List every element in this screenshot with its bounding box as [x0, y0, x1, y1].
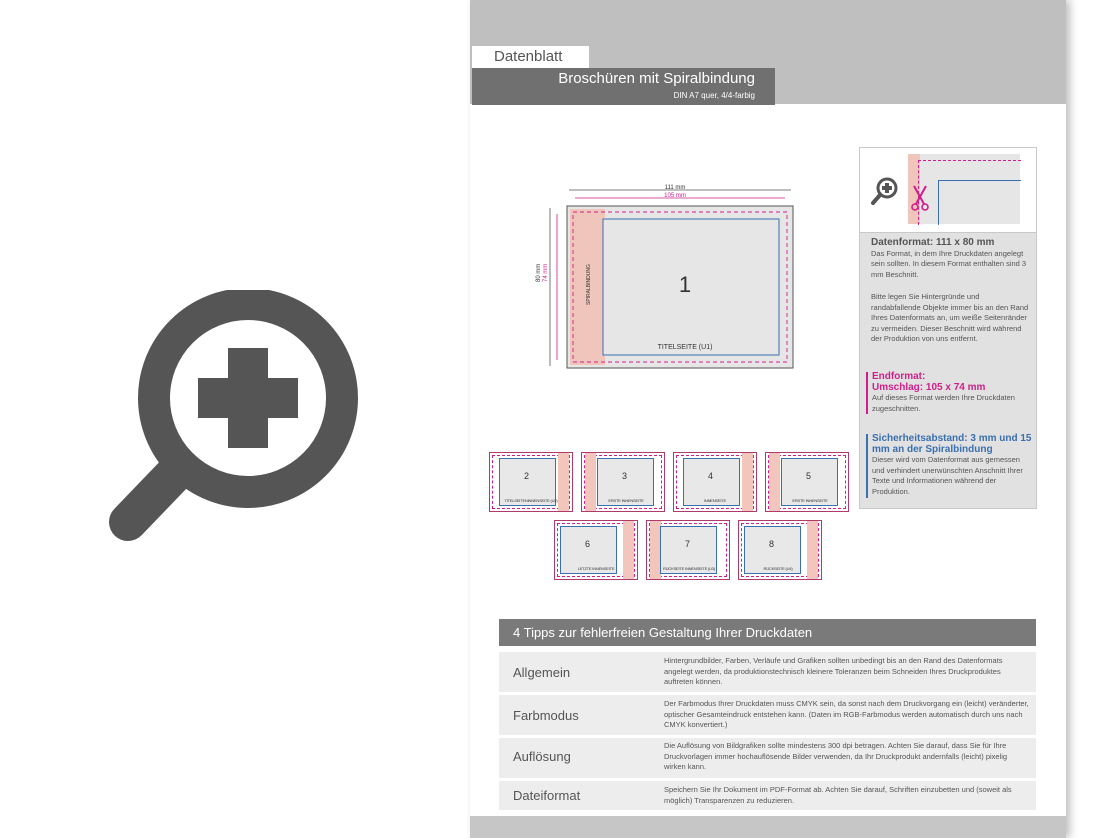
datasheet-tab: Datenblatt [472, 46, 589, 68]
thumbnail-page-8: 8 RÜCKSEITE (U4) [738, 520, 822, 580]
thumbnail-page-7: 7 RÜCKSEITE INNENSEITE (U3) [646, 520, 730, 580]
thumbnail-page-5: 5 ERSTE INNENSEITE [765, 452, 849, 512]
tip-text: Der Farbmodus Ihrer Druckdaten muss CMYK sein, da sonst nach dem Druckvorgang ein (leicht) veränderter, optischer Gesamteindruck entstehen kann. (Daten im RGB-Farbmodus werden automatisch durch uns nach CMYK konvertiert.) [664, 699, 1029, 729]
endformat-title-2: Umschlag: 105 x 74 mm [872, 381, 986, 393]
datenformat-title: Datenformat: 111 x 80 mm [871, 237, 995, 248]
endformat-title-1: Endformat: [872, 371, 926, 382]
tip-label: Auflösung [513, 749, 571, 764]
tip-label: Farbmodus [513, 708, 579, 723]
tip-text: Die Auflösung von Bildgrafiken sollte mindestens 300 dpi betragen. Achten Sie darauf, dass Sie für Ihre Druckvorlagen immer hochauflösende Bilder verwenden, da Ihr Druckprodukt andernfalls (leicht) pixelig wirken kann. [664, 741, 1008, 771]
width-inner-label: 105 mm [664, 193, 686, 199]
title-bar [472, 68, 775, 105]
corner-detail [908, 154, 1020, 224]
info-box [859, 147, 1037, 509]
datenformat-text-2: Bitte legen Sie Hintergründe und randabfallende Objekte immer bis an den Rand Ihres Datenformats an, um weiße Seitenränder zu vermeiden. Dieser Beschnitt wird während der Produktion von uns entfernt. [871, 292, 1029, 344]
info-detail-view [860, 148, 1036, 233]
tip-row [499, 652, 1036, 692]
tip-text: Speichern Sie Ihr Dokument im PDF-Format ab. Achten Sie darauf, Schriften einzubetten und (soweit als möglich) Transparenzen zu reduzieren. [664, 785, 1012, 805]
tip-label: Dateiformat [513, 788, 581, 803]
tip-row [499, 695, 1036, 735]
spine-label: SPIRALBINDUNG [586, 264, 592, 305]
thumbnail-page-6: 6 LETZTE INNENSEITE [554, 520, 638, 580]
sicherheit-section [866, 434, 1032, 498]
endformat-text: Auf dieses Format werden Ihre Druckdaten zugeschnitten. [872, 393, 1015, 413]
endformat-section [866, 372, 1032, 414]
thumbnail-page-3: 3 ERSTE INNENSEITE [581, 452, 665, 512]
scissors-icon [910, 184, 930, 212]
datenformat-text: Das Format, in dem Ihre Druckdaten angelegt sein sollten. In diesem Format enthalten sind 3 mm Beschnitt. [871, 248, 1027, 279]
tip-row [499, 781, 1036, 810]
zoom-in-icon[interactable] [100, 290, 360, 550]
thumbnail-page-4: 4 INNENSEITE [673, 452, 757, 512]
tip-text: Hintergrundbilder, Farben, Verläufe und Grafiken sollten unbedingt bis an den Rand des Datenformats angelegt werden, da produktionstechnisch kleinere Toleranzen beim Schneiden Ihres Druckproduktes auftreten können. [664, 656, 1003, 686]
thumbnail-page-2: 2 TITELSEITENINNENSEITE (U2) [489, 452, 573, 512]
footer-band [470, 816, 1066, 838]
sicherheit-text: Dieser wird vom Datenformat aus gemessen und verhindert unerwünschten Anschnitt Ihrer Texte und Informationen während der Produktion. [872, 455, 1023, 496]
height-outer-label: 80 mm [536, 263, 542, 282]
tip-label: Allgemein [513, 665, 571, 680]
tips-heading: 4 Tipps zur fehlerfreien Gestaltung Ihrer Druckdaten [499, 619, 1036, 646]
datenformat-section [871, 238, 1031, 280]
sicherheit-title: Sicherheitsabstand: 3 mm und 15 mm an der Spiralbindung [872, 433, 1032, 455]
document-subtitle: DIN A7 quer, 4/4-farbig [673, 91, 755, 100]
height-inner-label: 74 mm [543, 263, 549, 282]
document-title: Broschüren mit Spiralbindung [558, 70, 755, 87]
page-caption: TITELSEITE (U1) [657, 344, 713, 351]
tip-row [499, 738, 1036, 778]
width-outer-label: 111 mm [664, 185, 686, 191]
datasheet-page [470, 0, 1066, 838]
page-number: 1 [678, 272, 692, 297]
zoom-in-icon [870, 176, 900, 206]
